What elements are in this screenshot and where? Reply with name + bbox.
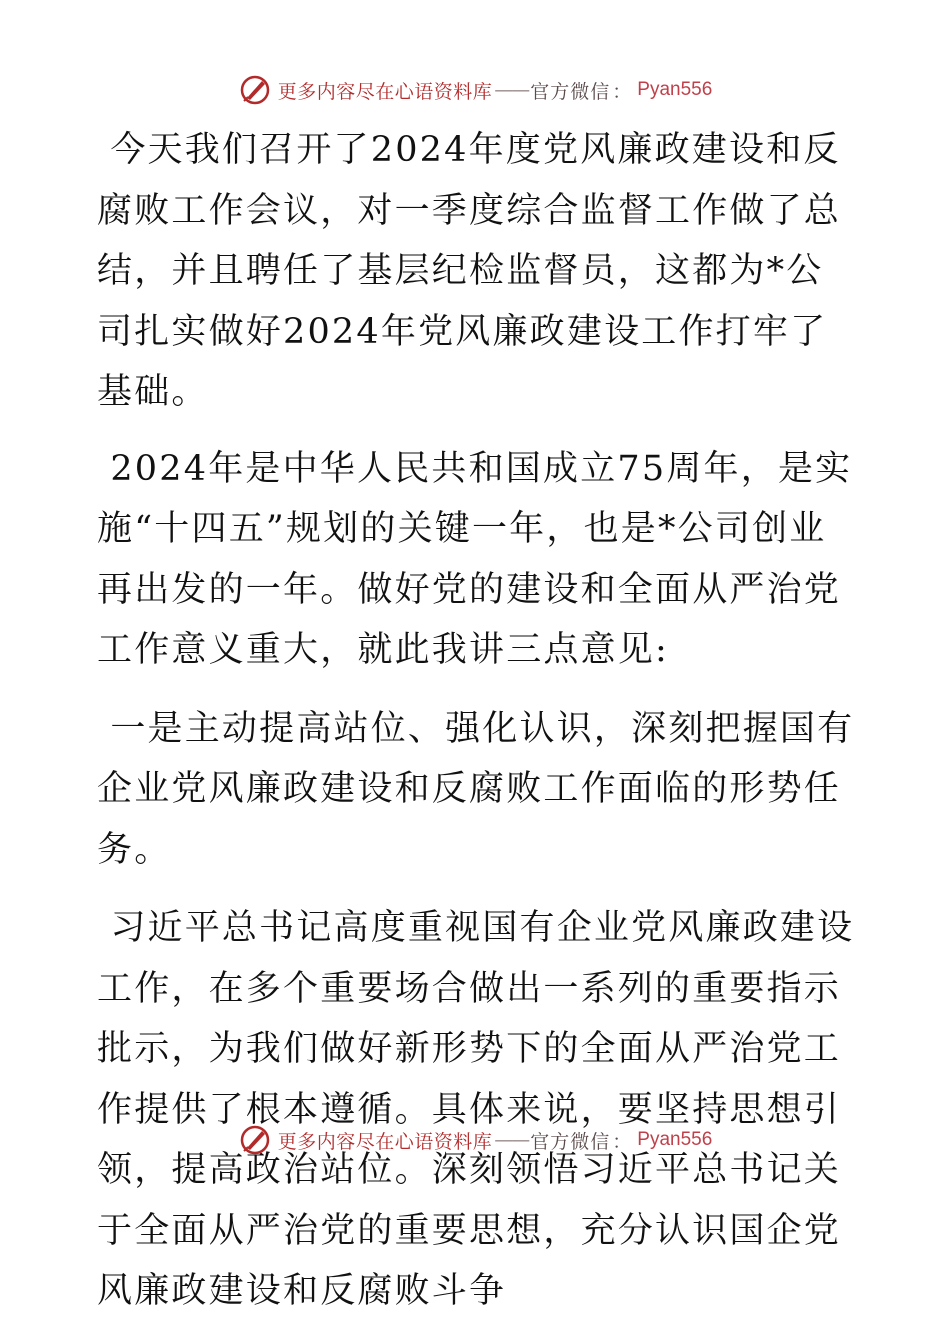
paragraph-point-one: 一是主动提高站位、强化认识，深刻把握国有企业党风廉政建设和反腐败工作面临的形势任务。 — [97, 708, 855, 870]
watermark-dash: —— — [494, 1129, 529, 1151]
paragraph-instructions: 习近平总书记高度重视国有企业党风廉政建设工作，在多个重要场合做出一系列的重要指示批示，为我们做好新形势下的全面从严治党工作提供了根本遵循。具体来说，要坚持思想引领，提高政治站位。深刻领悟习近平总书记关于全面从严治党的重要思想，充分认识国企党风廉政建设和反腐败斗争 — [97, 908, 855, 1311]
watermark-dash: —— — [494, 79, 529, 101]
watermark-wechat-id: Pyan556 — [637, 1129, 713, 1150]
watermark-wechat-id: Pyan556 — [637, 79, 713, 100]
header-watermark — [0, 70, 950, 110]
watermark-colon: ： — [612, 1130, 632, 1153]
paragraph-intro: 今天我们召开了2024年度党风廉政建设和反腐败工作会议，对一季度综合监督工作做了总结，并且聘任了基层纪检监督员，这都为*公司扎实做好2024年党风廉政建设工作打牢了基础。 — [97, 130, 842, 412]
watermark-official-label: 官方微信 — [530, 80, 611, 103]
footer-watermark — [0, 1120, 950, 1160]
watermark-brand: 更多内容尽在心语资料库 — [277, 80, 493, 103]
paragraph-significance: 2024年是中华人民共和国成立75周年，是实施“十四五”规划的关键一年，也是*公司创业再出发的一年。做好党的建设和全面从严治党工作意义重大，就此我讲三点意见: — [97, 448, 853, 670]
watermark-official-label: 官方微信 — [530, 1130, 611, 1153]
quill-seal-icon — [238, 1123, 272, 1157]
watermark-brand: 更多内容尽在心语资料库 — [277, 1130, 493, 1153]
watermark-colon: ： — [612, 80, 632, 103]
quill-seal-icon — [238, 73, 272, 107]
